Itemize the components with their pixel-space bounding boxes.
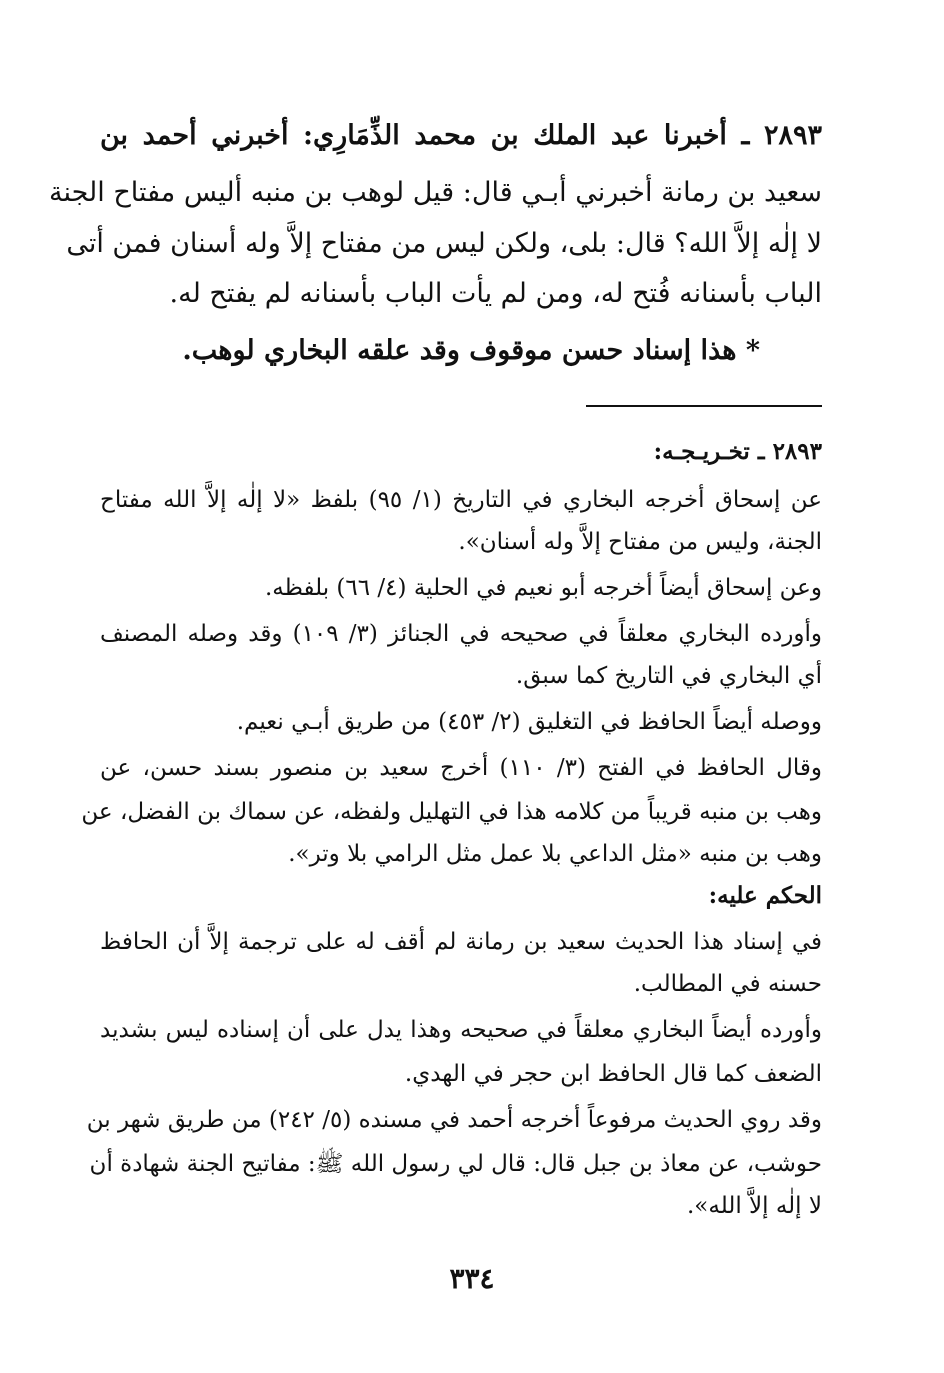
takhrij-line-8: وهب بن منبه قريباً من كلامه هذا في التهليل ولفظه، عن سماك بن الفضل، عن [81,799,822,825]
hadith-line-2: سعيد بن رمانة أخبرني أبـي قال: قيل لوهب بن منبه أليس مفتاح الجنة [48,177,822,208]
hadith-line-1: ٢٨٩٣ ـ أخبرنا عبد الملك بن محمد الذِّمَارِي: أخبرني أحمد بن [100,120,822,151]
ruling-line-2: حسنه في المطالب. [633,971,822,997]
takhrij-line-9: وهب بن منبه «مثل الداعي بلا عمل مثل الرامي بلا وتر». [288,841,822,867]
footnote-separator [586,405,822,407]
takhrij-line-6: ووصله أيضاً الحافظ في التغليق (٢/ ٤٥٣) من طريق أبـي نعيم. [236,709,822,735]
ruling-heading: الحكم عليه: [708,882,822,909]
ruling-line-6: حوشب، عن معاذ بن جبل قال: قال لي رسول الله ﷺ: مفاتيح الجنة شهادة أن [89,1151,822,1177]
takhrij-heading: ٢٨٩٣ ـ تخـريـجـه: [653,438,822,465]
ruling-line-3: وأورده أيضاً البخاري معلقاً في صحيحه وهذا يدل على أن إسناده ليس بشديد [100,1017,822,1043]
takhrij-line-4: وأورده البخاري معلقاً في صحيحه في الجنائز (٣/ ١٠٩) وقد وصله المصنف [100,621,822,647]
page-number: ٣٣٤ [449,1262,495,1295]
takhrij-line-2: الجنة، وليس من مفتاح إلاَّ وله أسنان». [458,529,822,555]
isnad-summary: * هذا إسناد حسن موقوف وقد علقه البخاري لوهب. [182,335,760,366]
ruling-line-5: وقد روي الحديث مرفوعاً أخرجه أحمد في مسنده (٥/ ٢٤٢) من طريق شهر بن [86,1107,822,1133]
takhrij-line-3: وعن إسحاق أيضاً أخرجه أبو نعيم في الحلية (٤/ ٦٦) بلفظه. [264,575,822,601]
ruling-line-4: الضعف كما قال الحافظ ابن حجر في الهدي. [404,1061,822,1087]
takhrij-line-5: أي البخاري في التاريخ كما سبق. [515,663,822,689]
takhrij-line-7: وقال الحافظ في الفتح (٣/ ١١٠) أخرج سعيد بن منصور بسند حسن، عن [100,755,822,781]
ruling-line-1: في إسناد هذا الحديث سعيد بن رمانة لم أقف له على ترجمة إلاَّ أن الحافظ [100,929,822,955]
hadith-line-3: لا إلٰه إلاَّ الله؟ قال: بلى، ولكن ليس من مفتاح إلاَّ وله أسنان فمن أتى [66,228,822,259]
takhrij-line-1: عن إسحاق أخرجه البخاري في التاريخ (١/ ٩٥) بلفظ «لا إلٰه إلاَّ الله مفتاح [100,487,822,513]
hadith-line-4: الباب بأسنانه فُتح له، ومن لم يأت الباب بأسنانه لم يفتح له. [169,278,822,309]
ruling-line-7: لا إلٰه إلاَّ الله». [686,1193,822,1219]
